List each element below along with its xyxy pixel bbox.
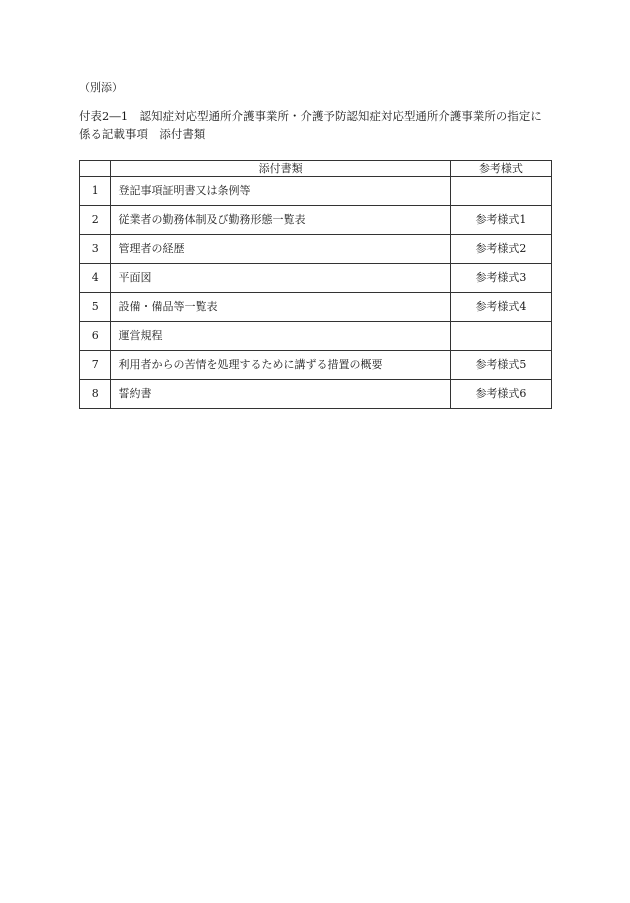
- table-row: [80, 206, 552, 235]
- row-document-name: 設備・備品等一覧表: [111, 293, 450, 322]
- header-number: [80, 161, 111, 177]
- row-reference-form: [450, 322, 551, 351]
- row-number: 6: [80, 322, 111, 351]
- table-row: [80, 264, 552, 293]
- row-reference-form: 参考様式5: [450, 351, 551, 380]
- row-number: 2: [80, 206, 111, 235]
- row-reference-form: 参考様式6: [450, 380, 551, 409]
- heading-line-1: 付表2―1 認知症対応型通所介護事業所・介護予防認知症対応型通所介護事業所の指定に: [79, 109, 542, 123]
- row-document-name: 管理者の経歴: [111, 235, 450, 264]
- row-number: 5: [80, 293, 111, 322]
- heading-line-2: 係る記載事項 添付書類: [79, 127, 206, 141]
- row-reference-form: 参考様式3: [450, 264, 551, 293]
- table-row: [80, 177, 552, 206]
- row-number: 7: [80, 351, 111, 380]
- row-reference-form: [450, 177, 551, 206]
- row-reference-form: 参考様式2: [450, 235, 551, 264]
- header-document-name: 添付書類: [111, 161, 450, 177]
- row-reference-form: 参考様式1: [450, 206, 551, 235]
- row-document-name: 誓約書: [111, 380, 450, 409]
- row-document-name: 登記事項証明書又は条例等: [111, 177, 450, 206]
- table-row: [80, 235, 552, 264]
- table-row: [80, 351, 552, 380]
- header-reference-form: 参考様式: [450, 161, 551, 177]
- annex-label: （別添）: [79, 81, 123, 94]
- table-header-row: [80, 161, 552, 177]
- row-number: 3: [80, 235, 111, 264]
- table-row: [80, 380, 552, 409]
- table-row: [80, 322, 552, 351]
- table-row: [80, 293, 552, 322]
- row-number: 4: [80, 264, 111, 293]
- document-heading: [79, 107, 559, 143]
- row-number: 8: [80, 380, 111, 409]
- attachments-table: [79, 160, 552, 409]
- row-document-name: 従業者の勤務体制及び勤務形態一覧表: [111, 206, 450, 235]
- row-document-name: 平面図: [111, 264, 450, 293]
- row-reference-form: 参考様式4: [450, 293, 551, 322]
- row-number: 1: [80, 177, 111, 206]
- row-document-name: 利用者からの苦情を処理するために講ずる措置の概要: [111, 351, 450, 380]
- row-document-name: 運営規程: [111, 322, 450, 351]
